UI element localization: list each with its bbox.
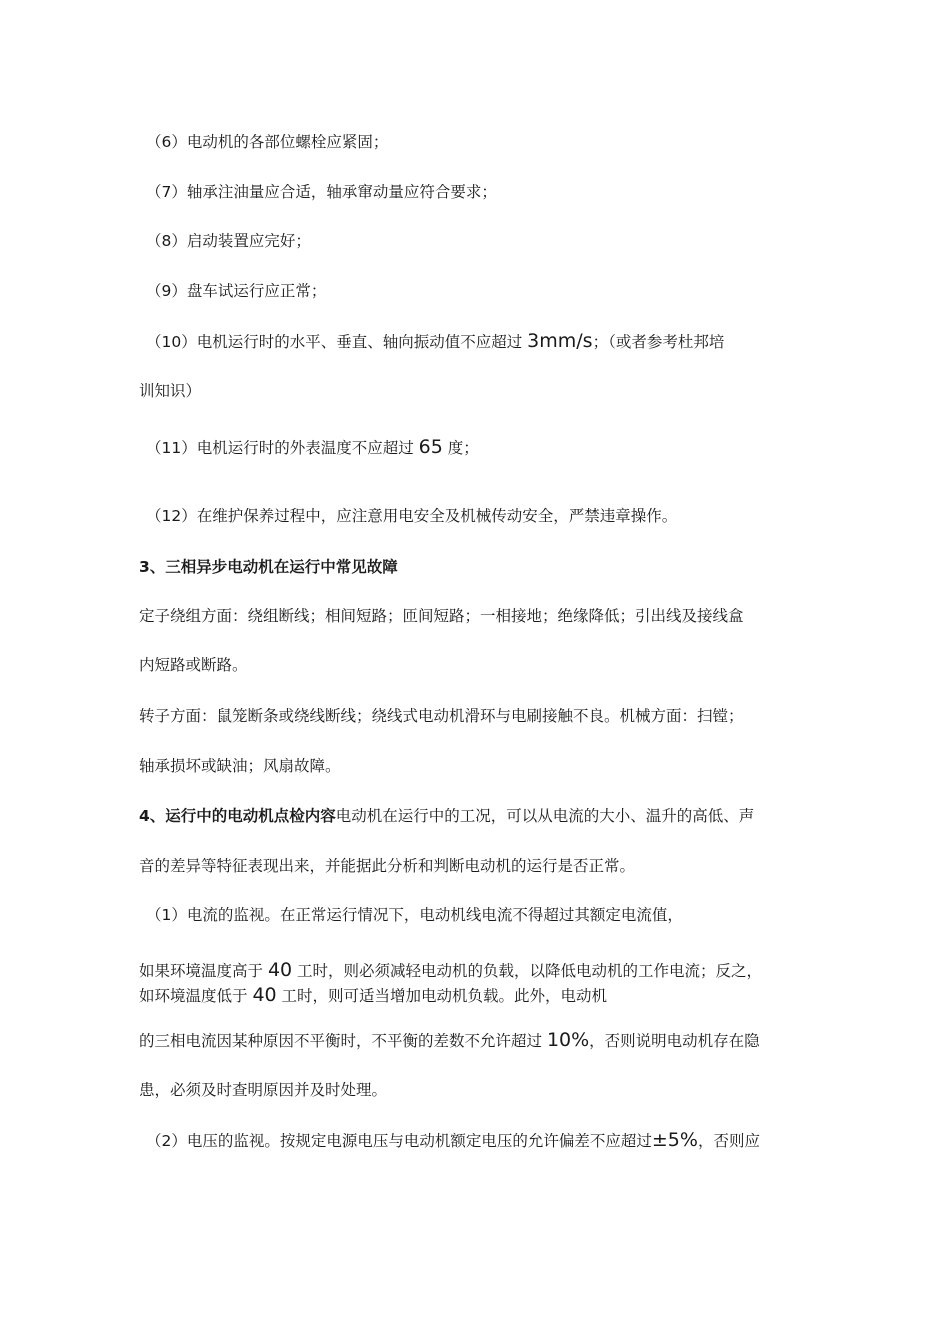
text-line: （7）轴承注油量应合适，轴承窜动量应符合要求； bbox=[146, 183, 497, 201]
text-line: 训知识） bbox=[139, 382, 202, 400]
value-span: 65 bbox=[418, 436, 443, 458]
value-span: 10% bbox=[546, 1029, 590, 1051]
text-span: 工时，则可适当增加电动机负载。此外，电动机 bbox=[276, 987, 608, 1005]
value-span: 40 bbox=[267, 959, 293, 981]
text-span: 如果环境温度高于 bbox=[139, 962, 268, 980]
value-span: 3mm/s bbox=[527, 330, 593, 352]
value-span: 40 bbox=[252, 984, 277, 1006]
text-span: 如环境温度低于 bbox=[139, 987, 253, 1005]
text-span: ，否则说明电动机存在隐 bbox=[589, 1032, 760, 1050]
text-line: 内短路或断路。 bbox=[139, 656, 248, 674]
text-line bbox=[139, 985, 607, 1006]
text-line: （6）电动机的各部位螺栓应紧固； bbox=[146, 133, 389, 151]
text-line bbox=[139, 1030, 760, 1051]
text-line: 患，必须及时查明原因并及时处理。 bbox=[139, 1081, 388, 1099]
text-span: 工时，则必须减轻电动机的负载，以降低电动机的工作电流；反之， bbox=[292, 962, 763, 980]
text-line bbox=[146, 437, 479, 458]
text-line: 音的差异等特征表现出来，并能据此分析和判断电动机的运行是否正常。 bbox=[139, 857, 636, 875]
text-line bbox=[146, 1130, 760, 1151]
text-span: 的三相电流因某种原因不平衡时，不平衡的差数不允许超过 bbox=[139, 1032, 547, 1050]
text-line: （1）电流的监视。在正常运行情况下，电动机线电流不得超过其额定电流值， bbox=[146, 906, 683, 924]
value-span: ±5% bbox=[651, 1129, 698, 1151]
text-span: （11）电机运行时的外表温度不应超过 bbox=[146, 439, 419, 457]
section-heading: 4、运行中的电动机点检内容 bbox=[139, 807, 336, 825]
text-line bbox=[139, 806, 754, 826]
text-line: （12）在维护保养过程中，应注意用电安全及机械传动安全，严禁违章操作。 bbox=[146, 507, 678, 525]
text-line: 转子方面：鼠笼断条或绕线断线；绕线式电动机滑环与电刷接触不良。机械方面：扫镗； bbox=[139, 707, 744, 725]
text-line: 定子绕组方面：绕组断线；相间短路；匝间短路；一相接地；绝缘降低；引出线及接线盒 bbox=[139, 607, 744, 625]
section-heading: 3、三相异步电动机在运行中常见故障 bbox=[139, 558, 398, 576]
text-span: （10）电机运行时的水平、垂直、轴向振动值不应超过 bbox=[146, 333, 528, 351]
text-line: （9）盘车试运行应正常； bbox=[146, 282, 327, 300]
text-span: ；（或者参考杜邦培 bbox=[592, 333, 725, 351]
text-line bbox=[146, 331, 724, 352]
text-line: 轴承损坏或缺油；风扇故障。 bbox=[139, 757, 341, 775]
text-line: （8）启动装置应完好； bbox=[146, 232, 311, 250]
text-span: （2）电压的监视。按规定电源电压与电动机额定电压的允许偏差不应超过 bbox=[146, 1132, 652, 1150]
text-line bbox=[139, 960, 762, 981]
text-span: 度； bbox=[442, 439, 479, 457]
text-span: ，否则应 bbox=[697, 1132, 760, 1150]
text-span: 电动机在运行中的工况，可以从电流的大小、温升的高低、声 bbox=[335, 807, 755, 825]
